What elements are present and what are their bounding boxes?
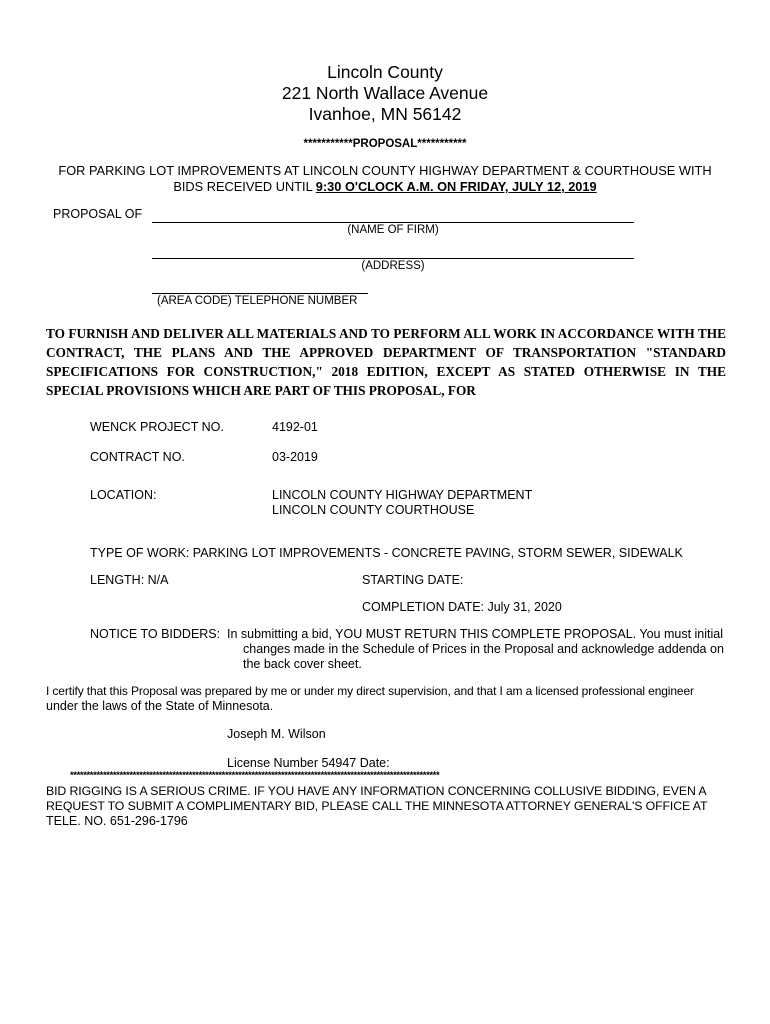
bid-rigging-line2: REQUEST TO SUBMIT A COMPLIMENTARY BID, PLEASE CALL THE MINNESOTA ATTORNEY GENERAL'S OFFICE AT	[46, 799, 708, 813]
bid-intro-prefix: BIDS RECEIVED UNTIL	[173, 179, 316, 194]
phone-caption: (AREA CODE) TELEPHONE NUMBER	[157, 295, 358, 307]
completion-date: COMPLETION DATE: July 31, 2020	[362, 600, 562, 614]
address-caption: (ADDRESS)	[361, 260, 425, 272]
bid-intro-line1: FOR PARKING LOT IMPROVEMENTS AT LINCOLN COUNTY HIGHWAY DEPARTMENT & COURTHOUSE WITH	[58, 163, 712, 178]
notice-label: NOTICE TO BIDDERS:	[90, 627, 221, 641]
location-line2: LINCOLN COUNTY COURTHOUSE	[272, 503, 475, 517]
type-of-work: TYPE OF WORK: PARKING LOT IMPROVEMENTS - CONCRETE PAVING, STORM SEWER, SIDEWALK	[90, 546, 683, 560]
contract-label: CONTRACT NO.	[90, 450, 185, 464]
county-name: Lincoln County	[327, 62, 443, 82]
notice-line2: changes made in the Schedule of Prices in the Proposal and acknowledge addenda on	[243, 642, 724, 656]
asterisk-separator: ****************************************************************************************************************	[70, 770, 440, 781]
wenck-project-value: 4192-01	[272, 420, 318, 434]
notice-line1: In submitting a bid, YOU MUST RETURN THIS COMPLETE PROPOSAL. You must initial	[227, 627, 724, 641]
contract-value: 03-2019	[272, 450, 318, 464]
furnish-statement: TO FURNISH AND DELIVER ALL MATERIALS AND TO PERFORM ALL WORK IN ACCORDANCE WITH THE CONTRACT, THE PLANS AND THE APPROVED DEPARTMENT OF TRANSPORTATION "STANDARD SPECIFICATIONS FOR CONSTRUCTION," 2018 EDITION, EXCEPT AS STATED OTHERWISE IN THE SPECIAL PROVISIONS WHICH ARE PART OF THIS PROPOSAL, FOR	[46, 326, 726, 398]
license-line: License Number 54947 Date:	[227, 756, 390, 770]
proposal-of-label: PROPOSAL OF	[53, 207, 143, 221]
bid-rigging-line1: BID RIGGING IS A SERIOUS CRIME. IF YOU HAVE ANY INFORMATION CONCERNING COLLUSIVE BIDDING, EVEN A	[46, 784, 707, 798]
address-line	[152, 258, 634, 259]
length: LENGTH: N/A	[90, 573, 169, 587]
phone-line	[152, 293, 368, 294]
bid-intro-line2	[0, 179, 770, 194]
bid-rigging-line3: TELE. NO. 651-296-1796	[46, 814, 188, 828]
notice-line3: the back cover sheet.	[243, 657, 362, 671]
certification-line2: under the laws of the State of Minnesota.	[46, 699, 274, 713]
certification-line1: I certify that this Proposal was prepared by me or under my direct supervision, and that I am a licensed professional engineer	[46, 684, 694, 698]
location-line1: LINCOLN COUNTY HIGHWAY DEPARTMENT	[272, 488, 533, 502]
bid-deadline: 9:30 O'CLOCK A.M. ON FRIDAY, JULY 12, 2019	[315, 179, 597, 194]
starting-date: STARTING DATE:	[362, 573, 464, 587]
firm-name-line	[152, 222, 634, 223]
firm-name-caption: (NAME OF FIRM)	[347, 224, 439, 236]
location-label: LOCATION:	[90, 488, 157, 502]
city-state-zip: Ivanhoe, MN 56142	[308, 104, 462, 124]
engineer-name: Joseph M. Wilson	[227, 727, 326, 741]
proposal-banner: ***********PROPOSAL***********	[303, 138, 467, 150]
street-address: 221 North Wallace Avenue	[281, 83, 489, 103]
wenck-project-label: WENCK PROJECT NO.	[90, 420, 224, 434]
